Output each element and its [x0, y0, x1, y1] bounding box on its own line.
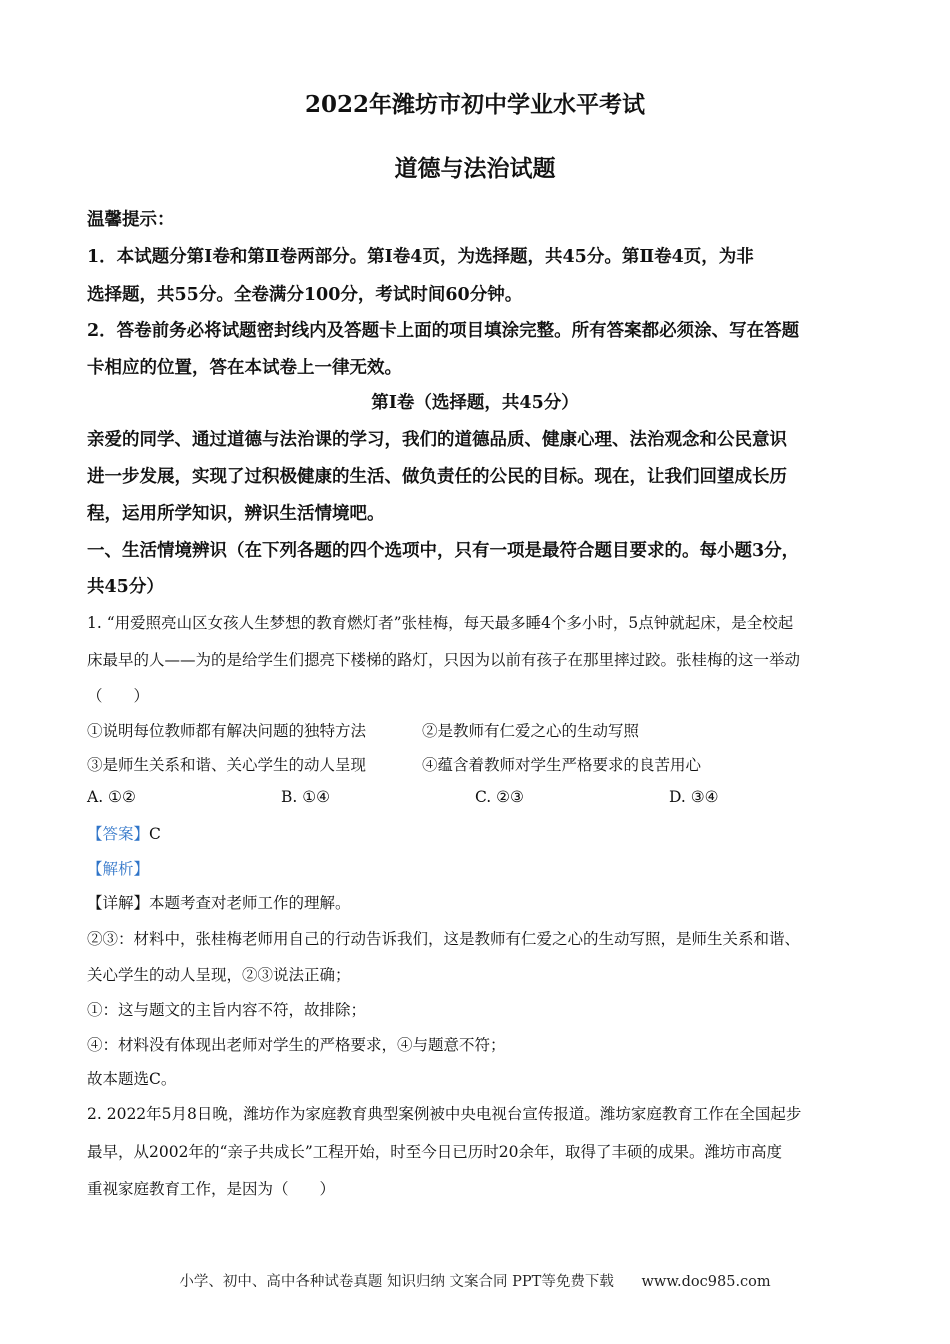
notice-heading: 温馨提示：	[87, 210, 175, 230]
q1-choice-b: B. ①④	[281, 788, 331, 806]
q1-analysis-tag: 【解析】	[87, 860, 150, 878]
q1-answer	[87, 822, 867, 844]
q1-detail: 【详解】本题考查对老师工作的理解。	[87, 894, 351, 912]
q2-stem-line-2: 最早，从2002年的“亲子共成长”工程开始，时至今日已历时20余年，取得了丰硕的成果。潍坊市高度	[87, 1143, 783, 1161]
q1-stem-line-2: 床最早的人——为的是给学生们摁亮下楼梯的路灯，只因为以前有孩子在那里摔过跤。张桂梅的这一举动	[87, 651, 801, 669]
q1-statement-4: ④蕴含着教师对学生严格要求的良苦用心	[422, 756, 702, 774]
footer-text: 小学、初中、高中各种试卷真题 知识归纳 文案合同 PPT等免费下载	[179, 1274, 614, 1290]
intro-line-3: 程，运用所学知识，辨识生活情境吧。	[87, 504, 385, 524]
q1-statement-2: ②是教师有仁爱之心的生动写照	[422, 722, 640, 740]
q1-explanation-2: ①：这与题文的主旨内容不符，故排除；	[87, 1001, 367, 1019]
notice-item-2-line-2: 卡相应的位置，答在本试卷上一律无效。	[87, 358, 402, 378]
q1-stem-line-1: 1. “用爱照亮山区女孩人生梦想的教育燃灯者”张桂梅，每天最多睡4个多小时，5点钟就起床，是全校起	[87, 614, 794, 632]
q1-explanation-1-line-1: ②③：材料中，张桂梅老师用自己的行动告诉我们，这是教师有仁爱之心的生动写照，是师生关系和谐、	[87, 930, 801, 948]
notice-item-1-line-1: 1．本试题分第Ⅰ卷和第Ⅱ卷两部分。第Ⅰ卷4页，为选择题，共45分。第Ⅱ卷4页，为非	[87, 247, 754, 267]
intro-line-1: 亲爱的同学、通过道德与法治课的学习，我们的道德品质、健康心理、法治观念和公民意识	[87, 430, 787, 450]
volume-title: 第Ⅰ卷（选择题，共45分）	[371, 393, 579, 413]
intro-line-2: 进一步发展，实现了过积极健康的生活、做负责任的公民的目标。现在，让我们回望成长历	[87, 467, 787, 487]
notice-item-1-line-2: 选择题，共55分。全卷满分100分，考试时间60分钟。	[87, 285, 523, 305]
q1-stem-line-3: （ ）	[87, 687, 150, 705]
q1-choice-c: C. ②③	[475, 788, 524, 806]
q1-choice-d: D. ③④	[669, 788, 719, 806]
q1-choice-a: A. ①②	[87, 788, 136, 806]
q1-statement-3: ③是师生关系和谐、关心学生的动人呈现	[87, 756, 367, 774]
page-footer	[0, 1270, 950, 1291]
q1-explanation-1-line-2: 关心学生的动人呈现，②③说法正确；	[87, 966, 351, 984]
part-1-heading-line-2: 共45分）	[87, 577, 164, 597]
q2-stem-line-3: 重视家庭教育工作，是因为（ ）	[87, 1180, 336, 1198]
answer-tag: 【答案】	[87, 825, 150, 843]
part-1-heading-line-1: 一、生活情境辨识（在下列各题的四个选项中，只有一项是最符合题目要求的。每小题3分，	[87, 541, 800, 561]
q1-explanation-3: ④：材料没有体现出老师对学生的严格要求，④与题意不符；	[87, 1036, 506, 1054]
answer-value: C	[149, 825, 161, 843]
q2-stem-line-1: 2. 2022年5月8日晚，潍坊作为家庭教育典型案例被中央电视台宣传报道。潍坊家庭教育工作在全国起步	[87, 1105, 802, 1123]
q1-statement-1: ①说明每位教师都有解决问题的独特方法	[87, 722, 367, 740]
footer-url[interactable]: www.doc985.com	[641, 1274, 771, 1290]
exam-title: 2022年潍坊市初中学业水平考试	[304, 91, 645, 118]
exam-subtitle: 道德与法治试题	[394, 155, 556, 182]
q1-conclusion: 故本题选C。	[87, 1070, 177, 1088]
notice-item-2-line-1: 2．答卷前务必将试题密封线内及答题卡上面的项目填涂完整。所有答案都必须涂、写在答题	[87, 321, 800, 341]
